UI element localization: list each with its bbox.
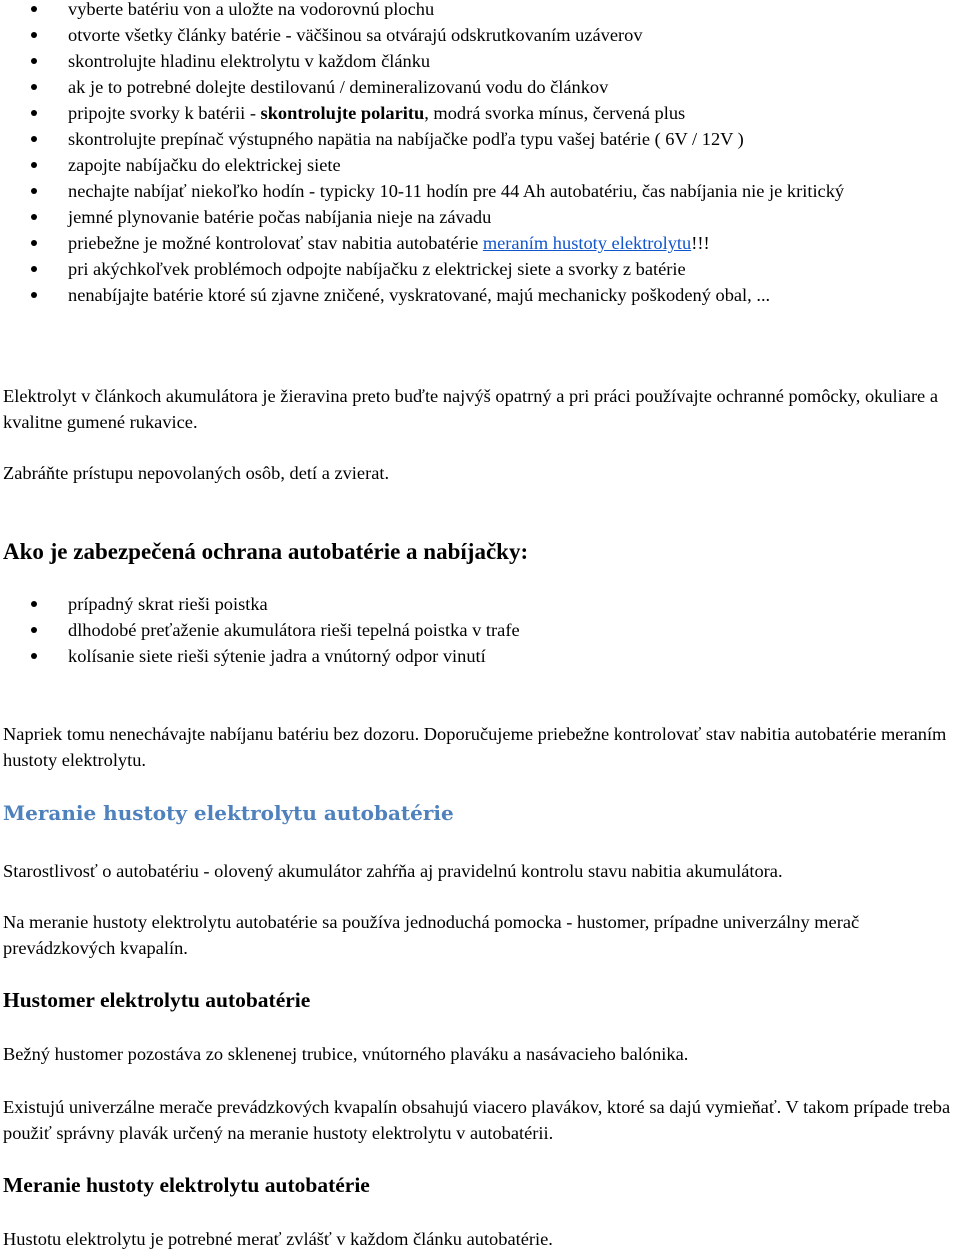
universal-meter-paragraph: Existujú univerzálne merače prevádzkových kvapalín obsahujú viacero plavákov, ktoré sa dajú vymieňať. V takom prípade treba použiť správny plavák určený na meranie hustoty elektrolytu v autobatérii. bbox=[3, 1097, 951, 1143]
list-item-text: pri akýchkoľvek problémoch odpojte nabíjačku z elektrickej siete a svorky z batérie bbox=[68, 259, 686, 279]
list-item bbox=[0, 48, 960, 74]
bullet-icon bbox=[31, 84, 37, 90]
list-item-text: skontrolujte prepínač výstupného napätia na nabíjačke podľa typu vašej batérie ( 6V / 12V ) bbox=[68, 129, 744, 149]
list-item bbox=[0, 74, 960, 100]
bullet-icon bbox=[31, 188, 37, 194]
list-item bbox=[0, 178, 960, 204]
supervision-paragraph: Napriek tomu nenechávajte nabíjanu batériu bez dozoru. Doporučujeme priebežne kontrolovať stav nabitia autobatérie meraním hustoty elektrolytu. bbox=[3, 724, 947, 770]
list-item-text: nechajte nabíjať niekoľko hodín - typicky 10-11 hodín pre 44 Ah autobatériu, čas nabíjania nie je kritický bbox=[68, 181, 845, 201]
list-item-text-tail: , modrá svorka mínus, červená plus bbox=[424, 103, 686, 123]
bullet-icon bbox=[31, 240, 37, 246]
list-item bbox=[0, 100, 960, 126]
bullet-icon bbox=[31, 6, 37, 12]
bullet-icon bbox=[31, 58, 37, 64]
list-item bbox=[0, 617, 960, 643]
list-item-text: zapojte nabíjačku do elektrickej siete bbox=[68, 155, 341, 175]
hydrometer-paragraph: Bežný hustomer pozostáva zo sklenenej trubice, vnútorného plaváku a nasávacieho balónika. bbox=[3, 1044, 689, 1064]
list-item bbox=[0, 152, 960, 178]
final-paragraph: Hustotu elektrolytu je potrebné merať zvlášť v každom článku autobatérie. bbox=[3, 1229, 553, 1249]
list-item bbox=[0, 0, 960, 22]
bullet-icon bbox=[31, 653, 37, 659]
list-item-text: kolísanie siete rieši sýtenie jadra a vnútorný odpor vinutí bbox=[68, 646, 486, 666]
list-item-text: pripojte svorky k batérii - bbox=[68, 103, 261, 123]
list-item bbox=[0, 591, 960, 617]
list-item-text: nenabíjajte batérie ktoré sú zjavne zničené, vyskratované, majú mechanicky poškodený obal, ... bbox=[68, 285, 771, 305]
bullet-icon bbox=[31, 136, 37, 142]
access-warning-paragraph: Zabráňte prístupu nepovolaných osôb, detí a zvierat. bbox=[3, 463, 390, 483]
electrolyte-warning-paragraph: Elektrolyt v článkoch akumulátora je žieravina preto buďte najvýš opatrný a pri práci používajte ochranné pomôcky, okuliare a kvalitne gumené rukavice. bbox=[3, 386, 938, 432]
bullet-icon bbox=[31, 214, 37, 220]
protection-heading: Ako je zabezpečená ochrana autobatérie a nabíjačky: bbox=[3, 539, 529, 564]
bullet-icon bbox=[31, 601, 37, 607]
list-item-text: priebežne je možné kontrolovať stav nabitia autobatérie bbox=[68, 233, 483, 253]
list-item bbox=[0, 643, 960, 669]
tool-paragraph: Na meranie hustoty elektrolytu autobatérie sa používa jednoduchá pomocka - hustomer, prípadne univerzálny merač prevádzkových kvapalín. bbox=[3, 912, 860, 958]
measurement-heading: Meranie hustoty elektrolytu autobatérie bbox=[3, 801, 454, 825]
list-item-text: prípadný skrat rieši poistka bbox=[68, 594, 268, 614]
density-measurement-link[interactable]: meraním hustoty elektrolytu bbox=[482, 233, 692, 253]
list-item-text: vyberte batériu von a uložte na vodorovnú plochu bbox=[68, 0, 435, 19]
bullet-icon bbox=[31, 110, 37, 116]
list-item-text: dlhodobé preťaženie akumulátora rieši tepelná poistka v trafe bbox=[68, 620, 520, 640]
list-item bbox=[0, 126, 960, 152]
polarity-emphasis: skontrolujte polaritu bbox=[260, 103, 425, 123]
charging-steps-list bbox=[0, 0, 960, 308]
bullet-icon bbox=[31, 32, 37, 38]
list-item-text: jemné plynovanie batérie počas nabíjania nieje na závadu bbox=[68, 207, 492, 227]
list-item bbox=[0, 230, 960, 256]
list-item bbox=[0, 282, 960, 308]
list-item bbox=[0, 22, 960, 48]
list-item-text: skontrolujte hladinu elektrolytu v každom článku bbox=[68, 51, 431, 71]
list-item-text: ak je to potrebné dolejte destilovanú / demineralizovanú vodu do článkov bbox=[68, 77, 609, 97]
care-paragraph: Starostlivosť o autobatériu - olovený akumulátor zahŕňa aj pravidelnú kontrolu stavu nabitia akumulátora. bbox=[3, 861, 783, 881]
bullet-icon bbox=[31, 266, 37, 272]
list-item-text-tail: !!! bbox=[691, 233, 710, 253]
bullet-icon bbox=[31, 292, 37, 298]
bullet-icon bbox=[31, 627, 37, 633]
hydrometer-heading: Hustomer elektrolytu autobatérie bbox=[3, 988, 311, 1012]
bullet-icon bbox=[31, 162, 37, 168]
measurement-heading-2: Meranie hustoty elektrolytu autobatérie bbox=[3, 1173, 370, 1197]
list-item bbox=[0, 256, 960, 282]
list-item-text: otvorte všetky články batérie - väčšinou sa otvárajú odskrutkovaním uzáverov bbox=[68, 25, 643, 45]
protection-list bbox=[0, 591, 960, 669]
list-item bbox=[0, 204, 960, 230]
